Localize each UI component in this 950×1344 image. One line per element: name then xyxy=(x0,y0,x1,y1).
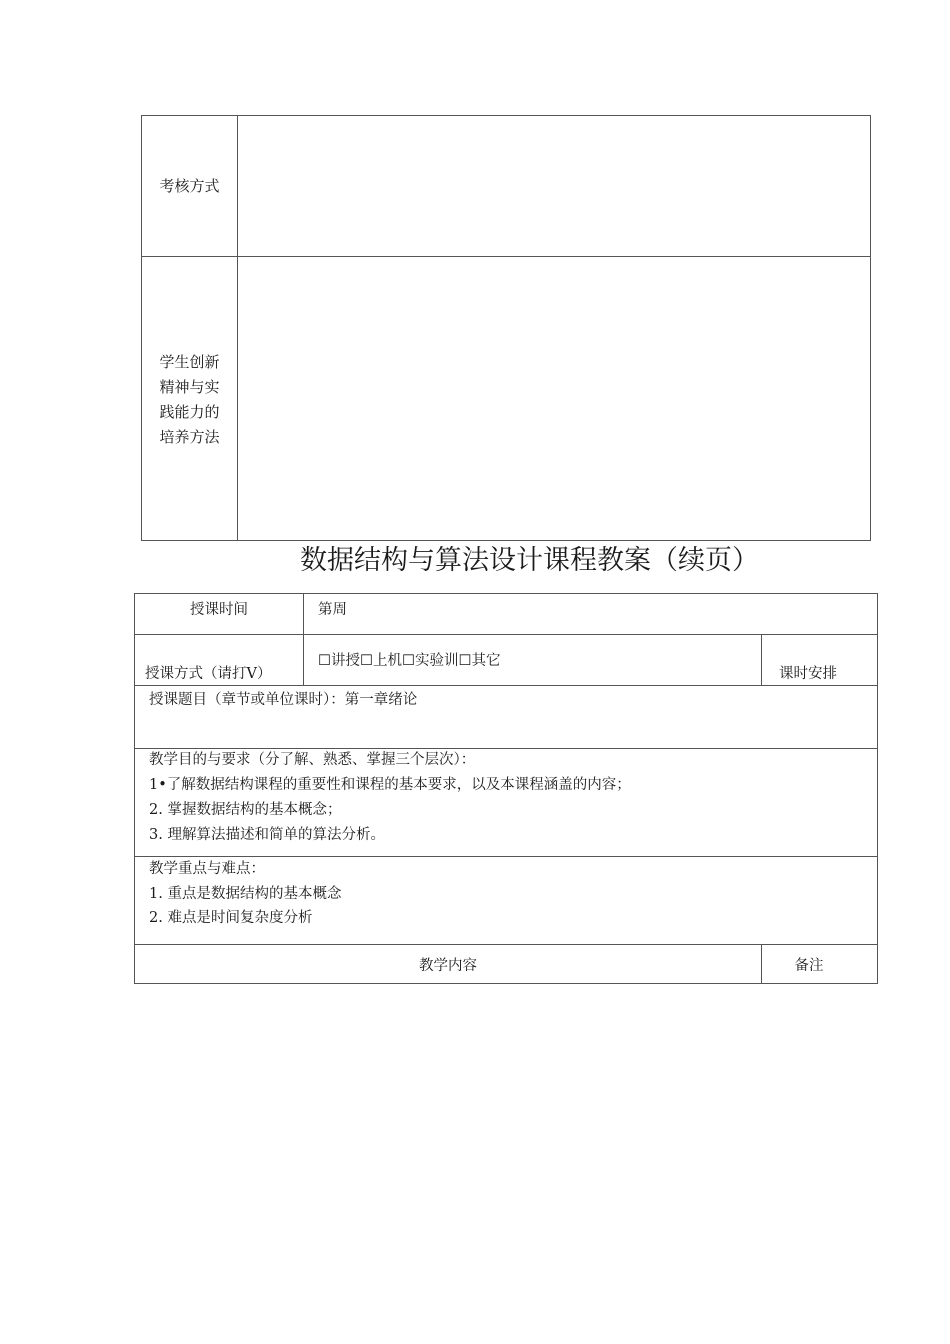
title-suffix: 课程教案（续页） xyxy=(543,545,759,576)
table-border xyxy=(134,983,878,984)
table-border xyxy=(134,634,878,635)
table-border xyxy=(761,634,762,686)
key-points xyxy=(149,857,341,930)
exam-method-label: 考核方式 xyxy=(159,177,220,195)
innovation-label-line: 培养方法 xyxy=(159,428,220,446)
teaching-time-label: 授课时间 xyxy=(190,602,248,618)
page-title xyxy=(300,541,759,581)
innovation-label-line: 践能力的 xyxy=(159,403,220,421)
table-border xyxy=(877,593,878,984)
teaching-content-label: 教学内容 xyxy=(419,958,477,974)
objective-item: 1•了解数据结构课程的重要性和课程的基本要求，以及本课程涵盖的内容； xyxy=(149,777,631,793)
table-border xyxy=(870,115,871,541)
teaching-method-options: ☐讲授☐上机☐实验训☐其它 xyxy=(318,653,501,669)
teaching-method-label: 授课方式（请打V） xyxy=(145,666,272,682)
table-border xyxy=(134,944,878,945)
lesson-topic: 授课题目（章节或单位课时）：第一章绪论 xyxy=(149,692,418,708)
key-point-item: 2. 难点是时间复杂度分析 xyxy=(149,910,313,926)
table-border xyxy=(134,593,878,594)
objective-item: 3. 理解算法描述和简单的算法分析。 xyxy=(149,827,385,843)
objectives-heading: 教学目的与要求（分了解、熟悉、掌握三个层次）： xyxy=(149,752,476,768)
table-border xyxy=(141,115,871,116)
teaching-objectives xyxy=(149,748,631,848)
notes-label: 备注 xyxy=(794,958,824,974)
title-course-name: 数据结构与算法设计 xyxy=(300,545,543,576)
teaching-time-value: 第周 xyxy=(318,602,347,618)
key-points-heading: 教学重点与难点： xyxy=(149,861,265,877)
innovation-label-line: 学生创新 xyxy=(159,353,220,371)
table-border xyxy=(303,593,304,686)
table-border xyxy=(237,115,238,541)
innovation-label-line: 精神与实 xyxy=(159,378,220,396)
innovation-method-label xyxy=(142,350,237,450)
table-border xyxy=(141,256,871,257)
objective-item: 2. 掌握数据结构的基本概念； xyxy=(149,802,342,818)
table-border xyxy=(134,593,135,984)
class-hours-label: 课时安排 xyxy=(779,666,837,682)
key-point-item: 1. 重点是数据结构的基本概念 xyxy=(149,886,342,902)
